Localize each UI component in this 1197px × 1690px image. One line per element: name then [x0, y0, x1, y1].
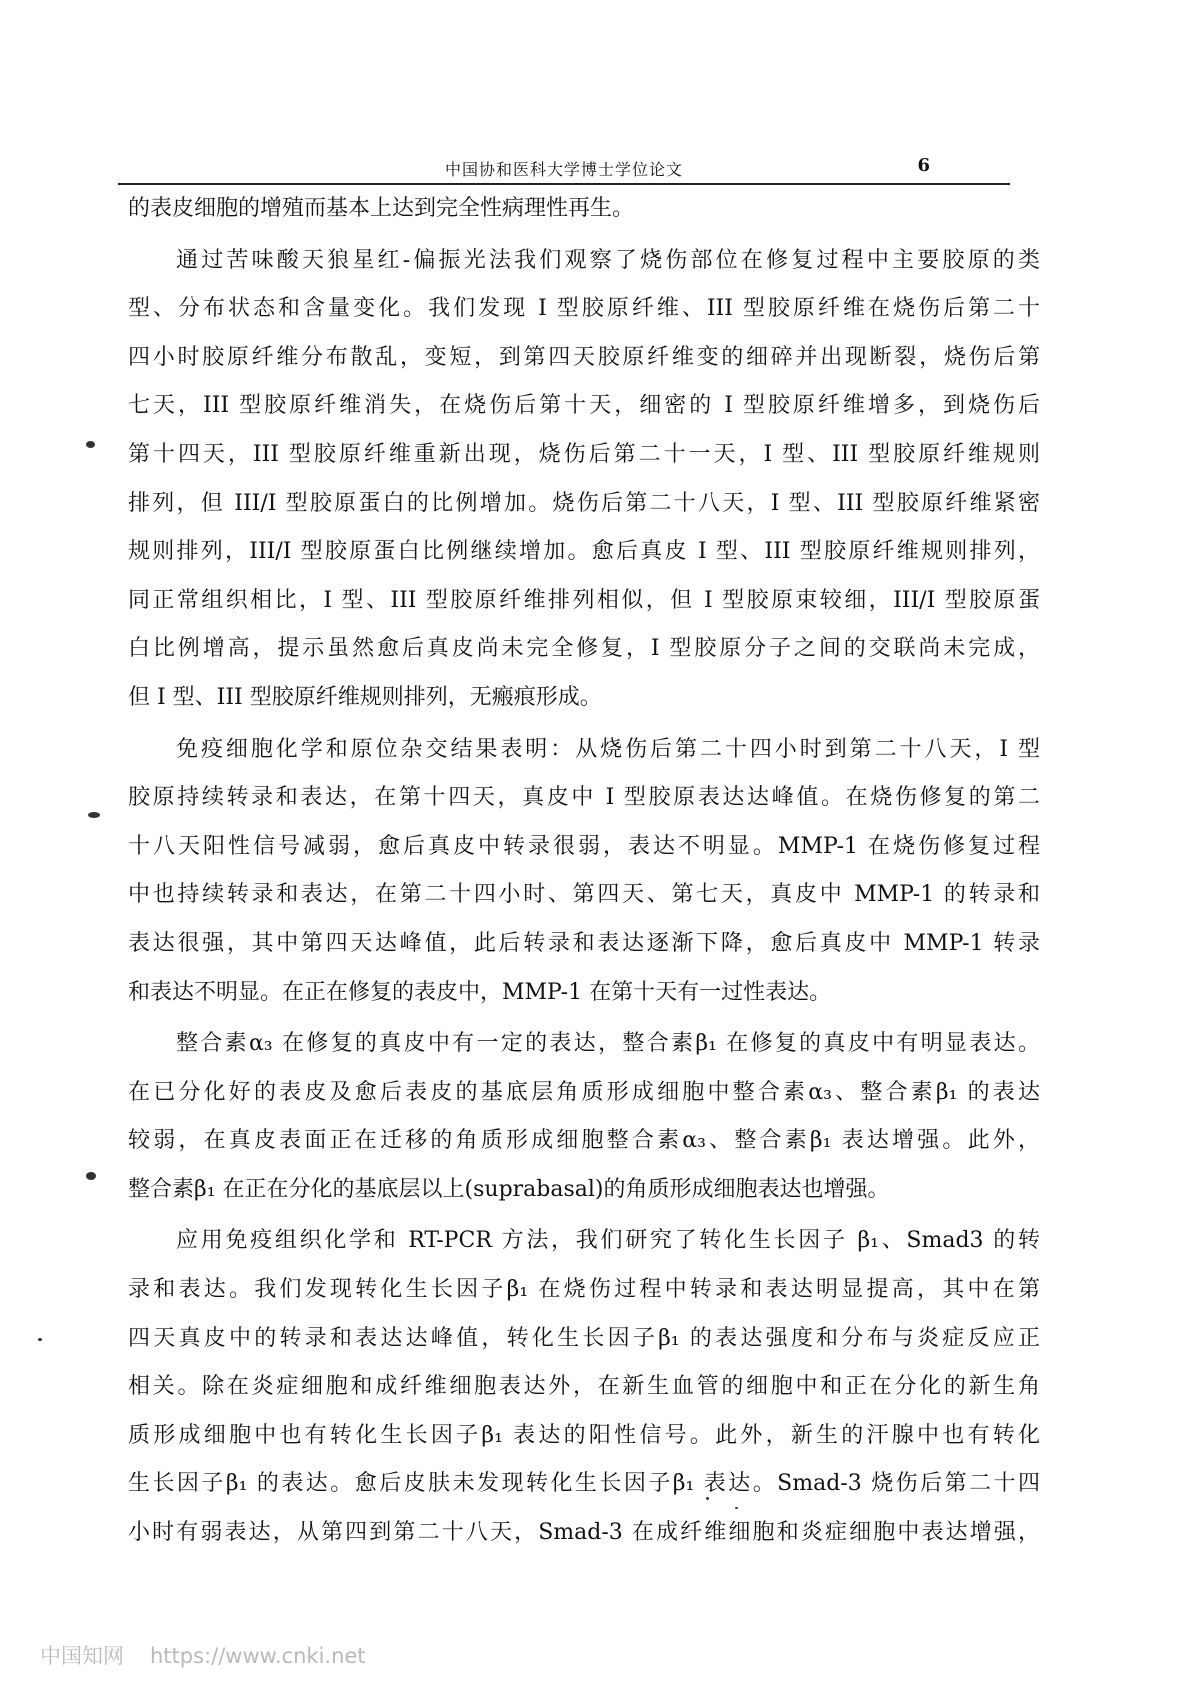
watermark-brand: 中国知网: [40, 1644, 124, 1668]
text-line: 相关。除在炎症细胞和成纤维细胞表达外，在新生血管的细胞中和正在分化的新生角: [128, 1374, 1040, 1400]
text-line: 的表皮细胞的增殖而基本上达到完全性病理性再生。: [128, 196, 635, 221]
text-line: 但 I 型、III 型胶原纤维规则排列，无瘢痕形成。: [128, 684, 602, 710]
text-line: 排列，但 III/I 型胶原蛋白的比例增加。烧伤后第二十八天，I 型、III 型胶原纤维紧密: [128, 490, 1040, 516]
paragraph: [128, 244, 1040, 730]
text-line: 规则排列，III/I 型胶原蛋白比例继续增加。愈后真皮 I 型、III 型胶原纤维规则排列，: [128, 539, 1040, 565]
scan-speck: [706, 1497, 709, 1500]
text-line: 和表达不明显。在正在修复的表皮中，MMP-1 在第十天有一过性表达。: [128, 979, 832, 1005]
body-text: [128, 192, 1040, 1565]
paragraph: [128, 1027, 1040, 1221]
text-line: 七天，III 型胶原纤维消失，在烧伤后第十天，细密的 I 型胶原纤维增多，到烧伤后: [128, 393, 1040, 419]
text-line: 通过苦味酸天狼星红-偏振光法我们观察了烧伤部位在修复过程中主要胶原的类: [176, 247, 1040, 273]
text-line: 质形成细胞中也有转化生长因子β₁ 表达的阳性信号。此外，新生的汗腺中也有转化: [128, 1422, 1040, 1448]
paragraph: [128, 733, 1040, 1025]
text-line: 生长因子β₁ 的表达。愈后皮肤未发现转化生长因子β₁ 表达。Smad-3 烧伤后第二十四: [128, 1471, 1040, 1497]
text-line: 在已分化好的表皮及愈后表皮的基底层角质形成细胞中整合素α₃、整合素β₁ 的表达: [128, 1079, 1040, 1105]
text-line: 四小时胶原纤维分布散乱，变短，到第四天胶原纤维变的细碎并出现断裂，烧伤后第: [128, 344, 1040, 370]
scan-speck: [86, 441, 95, 448]
paragraph: [128, 1224, 1040, 1564]
running-header: [118, 153, 1010, 185]
text-line: 十八天阳性信号减弱，愈后真皮中转录很弱，表达不明显。MMP-1 在烧伤修复过程: [128, 833, 1040, 859]
watermark-url: https://www.cnki.net: [150, 1644, 366, 1668]
text-line: 白比例增高，提示虽然愈后真皮尚未完全修复，I 型胶原分子之间的交联尚未完成，: [128, 636, 1040, 662]
text-line: 整合素β₁ 在正在分化的基底层以上(suprabasal)的角质形成细胞表达也增强。: [128, 1176, 890, 1202]
text-line: 第十四天，III 型胶原纤维重新出现，烧伤后第二十一天，I 型、III 型胶原纤维规则: [128, 441, 1040, 467]
text-line: 小时有弱表达，从第四到第二十八天，Smad-3 在成纤维细胞和炎症细胞中表达增强，: [128, 1520, 1040, 1546]
cnki-watermark: [40, 1640, 366, 1670]
text-line: 录和表达。我们发现转化生长因子β₁ 在烧伤过程中转录和表达明显提高，其中在第: [128, 1277, 1040, 1303]
text-line: 表达很强，其中第四天达峰值，此后转录和表达逐渐下降，愈后真皮中 MMP-1 转录: [128, 930, 1040, 956]
text-line: 四天真皮中的转录和表达达峰值，转化生长因子β₁ 的表达强度和分布与炎症反应正: [128, 1325, 1040, 1351]
text-line: 中也持续转录和表达，在第二十四小时、第四天、第七天，真皮中 MMP-1 的转录和: [128, 882, 1040, 908]
text-line: 整合素α₃ 在修复的真皮中有一定的表达，整合素β₁ 在修复的真皮中有明显表达。: [176, 1031, 1040, 1057]
paragraph: [128, 192, 1040, 241]
scan-speck: [735, 1507, 738, 1509]
text-line: 型、分布状态和含量变化。我们发现 I 型胶原纤维、III 型胶原纤维在烧伤后第二十: [128, 296, 1040, 322]
text-line: 应用免疫组织化学和 RT-PCR 方法，我们研究了转化生长因子 β₁、Smad3 的转: [176, 1228, 1040, 1254]
text-line: 同正常组织相比，I 型、III 型胶原纤维排列相似，但 I 型胶原束较细，III/I 型胶原蛋: [128, 587, 1040, 613]
text-line: 较弱，在真皮表面正在迁移的角质形成细胞整合素α₃、整合素β₁ 表达增强。此外，: [128, 1128, 1040, 1154]
page-number: 6: [917, 155, 930, 176]
text-line: 免疫细胞化学和原位杂交结果表明：从烧伤后第二十四小时到第二十八天，I 型: [176, 736, 1040, 762]
thesis-title: 中国协和医科大学博士学位论文: [444, 160, 683, 179]
text-line: 胶原持续转录和表达，在第十四天，真皮中 I 型胶原表达达峰值。在烧伤修复的第二: [128, 785, 1040, 811]
scan-speck: [88, 812, 100, 818]
scan-speck: [38, 1338, 42, 1341]
scan-speck: [86, 1172, 96, 1180]
